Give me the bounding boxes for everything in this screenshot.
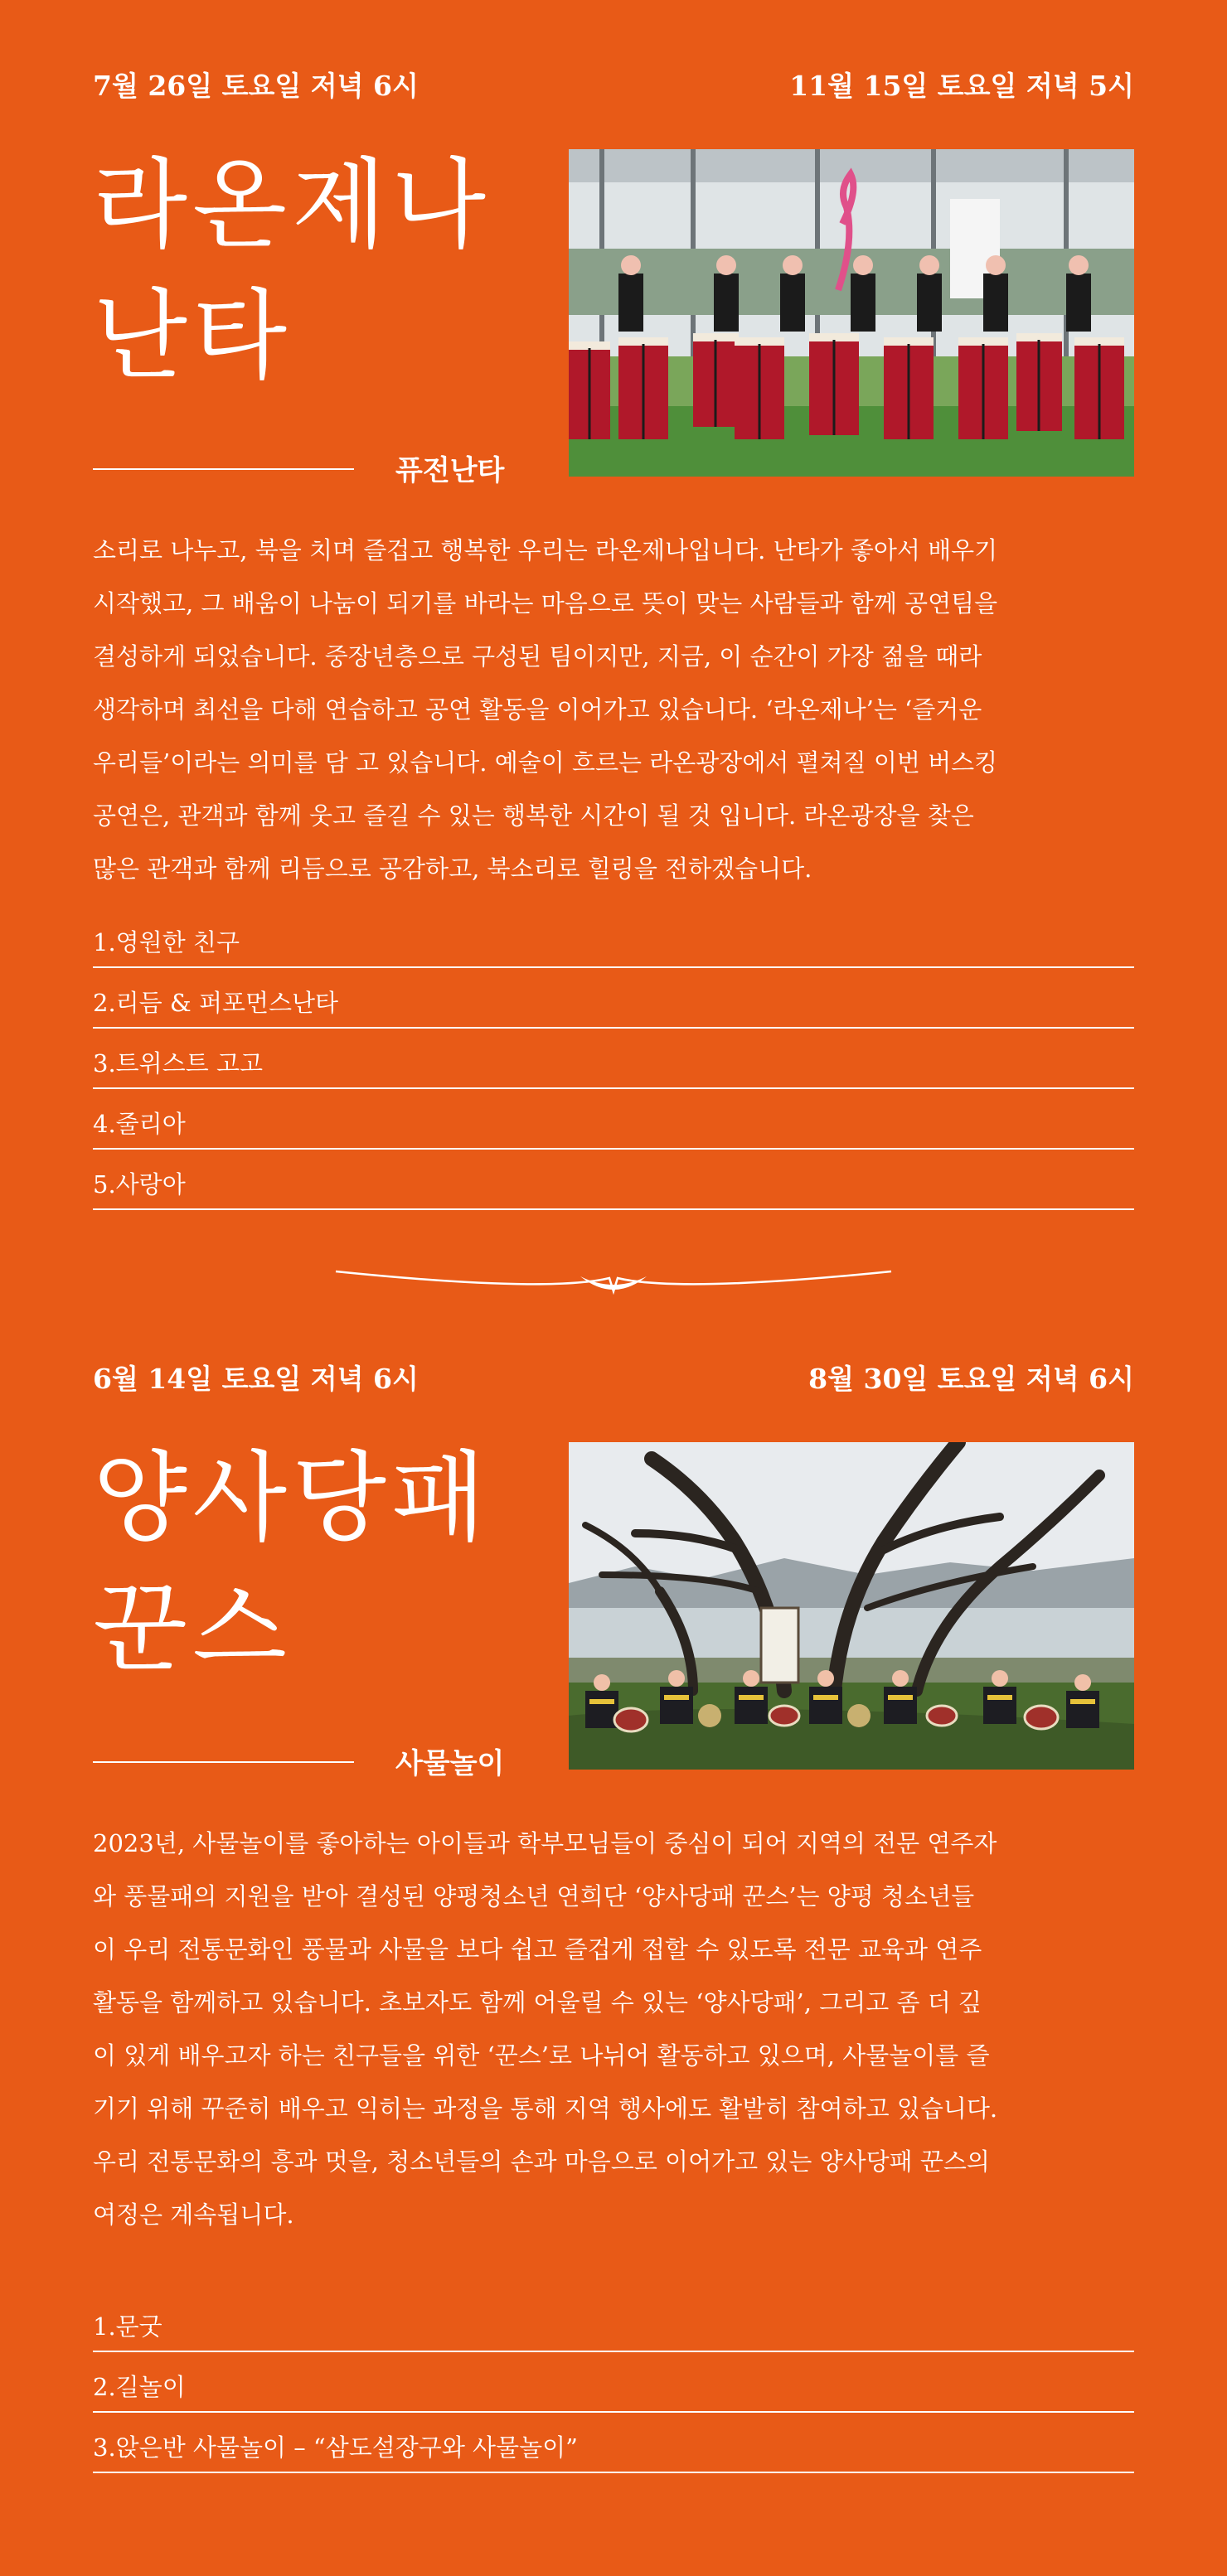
samulnori-performance-image [569,1442,1134,1770]
setlist-item [93,2352,1134,2413]
description-line: 여정은 계속됩니다. [93,2201,294,2229]
setlist [93,908,1134,1210]
setlist-item [93,908,1134,968]
genre-label: 사물놀이 [395,1747,505,1780]
title-line: 양사당패 [93,1441,491,1555]
setlist-item [93,1029,1134,1089]
performance-description [93,524,1134,895]
song-title: 3.앉은반 사물놀이 – “삼도설장구와 사물놀이” [93,2433,578,2462]
setlist-item [93,2292,1134,2352]
description-line: 기기 위해 꾸준히 배우고 익히는 과정을 통해 지역 행사에도 활발히 참여하고 있습니다. [93,2094,998,2123]
description-line: 우리들’이라는 의미를 담 고 있습니다. 예술이 흐르는 라온광장에서 펼쳐질 이번 버스킹 [93,748,998,777]
song-title: 4.줄리아 [93,1110,186,1138]
genre-label: 퓨전난타 [395,454,505,487]
drum-performance-image [569,149,1134,477]
description-line: 많은 관객과 함께 리듬으로 공감하고, 북소리로 힐링을 전하겠습니다. [93,855,812,883]
song-title: 5.사랑아 [93,1170,186,1198]
setlist [93,2292,1134,2473]
description-line: 공연은, 관객과 함께 웃고 즐길 수 있는 행복한 시간이 될 것 입니다. 라온광장을 찾은 [93,801,974,830]
performance-title [93,1432,557,1694]
description-line: 2023년, 사물놀이를 좋아하는 아이들과 학부모님들이 중심이 되어 지역의 전문 연주자 [93,1829,997,1857]
section-divider-ornament [332,1260,895,1301]
song-title: 2.길놀이 [93,2373,186,2401]
description-line: 활동을 함께하고 있습니다. 초보자도 함께 어울릴 수 있는 ‘양사당패’, 그리고 좀 더 깊 [93,1988,982,2017]
genre-divider-line [93,468,354,470]
performance-photo-samulnori [569,1442,1134,1770]
song-title: 1.영원한 친구 [93,928,240,956]
setlist-item [93,2413,1134,2473]
description-line: 결성하게 되었습니다. 중장년층으로 구성된 팀이지만, 지금, 이 순간이 가장 젊을 때라 [93,642,982,671]
performance-dates [93,65,1134,106]
song-title: 1.문굿 [93,2312,162,2341]
description-line: 시작했고, 그 배움이 나눔이 되기를 바라는 마음으로 뜻이 맞는 사람들과 함께 공연팀을 [93,589,998,617]
setlist-item [93,1150,1134,1210]
date-right: 8월 30일 토요일 저녁 6시 [808,1363,1134,1395]
genre-divider-line [93,1761,354,1763]
performance-title [93,139,557,401]
description-line: 소리로 나누고, 북을 치며 즐겁고 행복한 우리는 라온제나입니다. 난타가 좋아서 배우기 [93,536,998,564]
description-line: 이 있게 배우고자 하는 친구들을 위한 ‘꾼스’로 나뉘어 활동하고 있으며, 사물놀이를 즐 [93,2041,990,2070]
date-right: 11월 15일 토요일 저녁 5시 [789,70,1134,102]
song-title: 2.리듬 & 퍼포먼스난타 [93,989,339,1017]
performance-description [93,1817,1134,2241]
title-line: 라온제나 [93,148,491,262]
description-line: 우리 전통문화의 흥과 멋을, 청소년들의 손과 마음으로 이어가고 있는 양사당패 꾼스의 [93,2147,990,2176]
title-line: 난타 [93,278,292,393]
setlist-item [93,968,1134,1029]
description-line: 와 풍물패의 지원을 받아 결성된 양평청소년 연희단 ‘양사당패 꾼스’는 양평 청소년들 [93,1882,975,1910]
description-line: 이 우리 전통문화인 풍물과 사물을 보다 쉽고 즐겁게 접할 수 있도록 전문 교육과 연주 [93,1935,982,1963]
title-line: 꾼스 [93,1571,292,1686]
performance-dates [93,1358,1134,1399]
date-left: 7월 26일 토요일 저녁 6시 [93,70,419,102]
setlist-item [93,1089,1134,1150]
description-line: 생각하며 최선을 다해 연습하고 공연 활동을 이어가고 있습니다. ‘라온제나’는 ‘즐거운 [93,695,982,724]
song-title: 3.트위스트 고고 [93,1049,263,1077]
date-left: 6월 14일 토요일 저녁 6시 [93,1363,419,1395]
performance-photo-drummers [569,149,1134,477]
